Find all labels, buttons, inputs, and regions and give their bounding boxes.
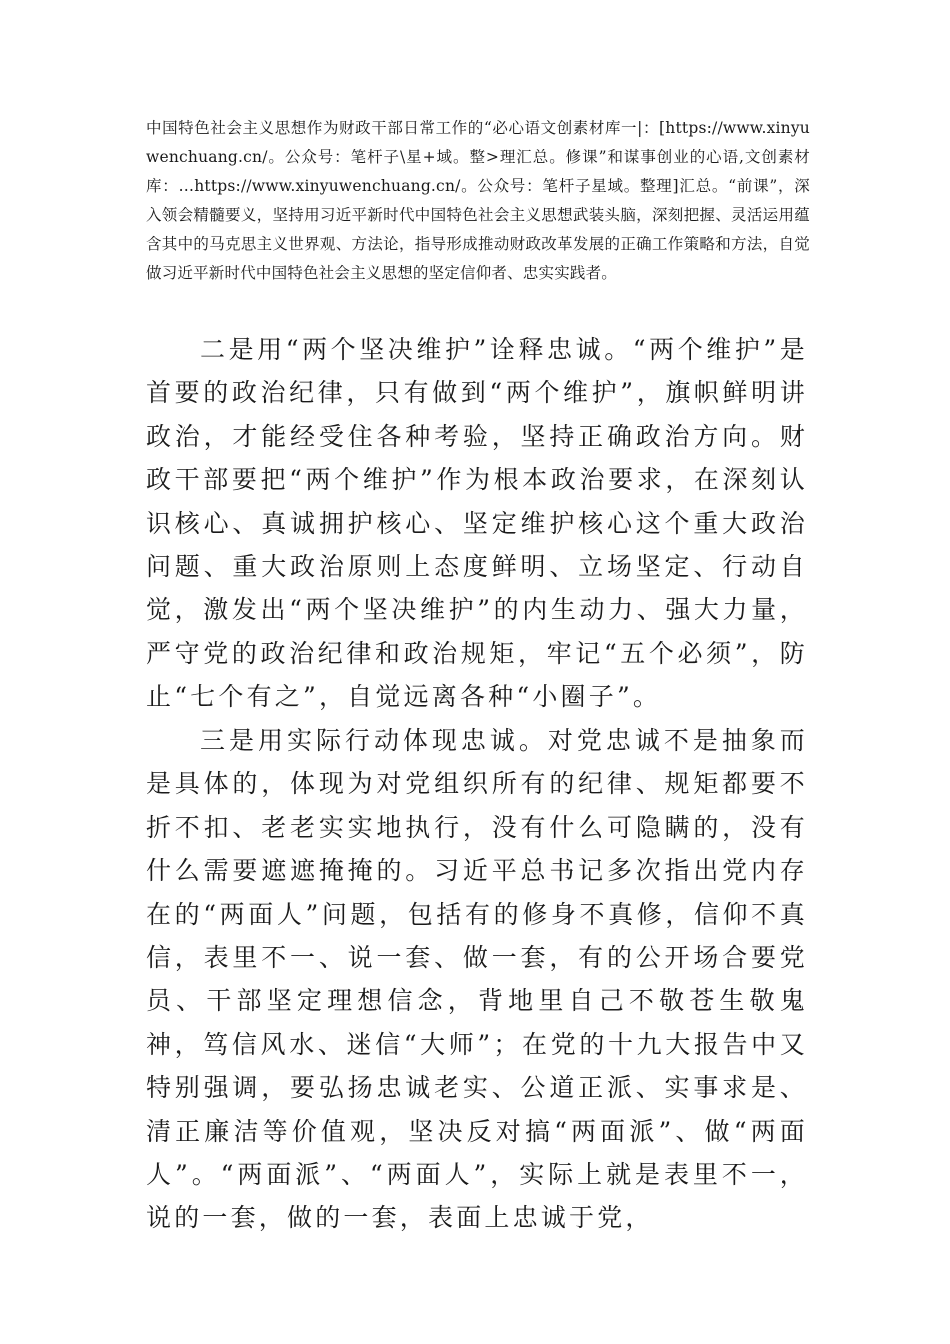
paragraph-intro-continuation: 中国特色社会主义思想作为财政干部日常工作的“必心语文创素材库一|：[https://www.xinyuwenchuang.cn/。公众号：笔杆子\星+域。整>理汇总。修课”和谋事创业的心语,文创素材库：…https://www.xinyuwenchuang.cn/。公众号：笔杆子星域。整理]汇总。“前课”，深入领会精髓要义，坚持用习近平新时代中国特色社会主义思想武装头脑，深刻把握、灵活运用蕴含其中的马克思主义世界观、方法论，指导形成推动财政改革发展的正确工作策略和方法，自觉做习近平新时代中国特色社会主义思想的坚定信仰者、忠实实践者。	[146, 119, 810, 282]
paragraph-practical-action: 三是用实际行动体现忠诚。对党忠诚不是抽象而是具体的，体现为对党组织所有的纪律、规矩都要不折不扣、老老实实地执行，没有什么可隐瞒的，没有什么需要遮遮掩掩的。习近平总书记多次指出党内存在的“两面人”问题，包括有的修身不真修，信仰不真信，表里不一、说一套、做一套，有的公开场合要党员、干部坚定理想信念，背地里自己不敬苍生敬鬼神，笃信风水、迷信“大师”；在党的十九大报告中又特别强调，要弘扬忠诚老实、公道正派、实事求是、清正廉洁等价值观，坚决反对搞“两面派”、做“两面人”。“两面派”、“两面人”，实际上就是表里不一，说的一套，做的一套，表面上忠诚于党，	[146, 726, 808, 1233]
paragraph-two-firm-safeguards: 二是用“两个坚决维护”诠释忠诚。“两个维护”是首要的政治纪律，只有做到“两个维护”，旗帜鲜明讲政治，才能经受住各种考验，坚持正确政治方向。财政干部要把“两个维护”作为根本政治要求，在深刻认识核心、真诚拥护核心、坚定维护核心这个重大政治问题、重大政治原则上态度鲜明、立场坚定、行动自觉，激发出“两个坚决维护”的内生动力、强大力量，严守党的政治纪律和政治规矩，牢记“五个必须”，防止“七个有之”，自觉远离各种“小圈子”。	[146, 335, 808, 712]
